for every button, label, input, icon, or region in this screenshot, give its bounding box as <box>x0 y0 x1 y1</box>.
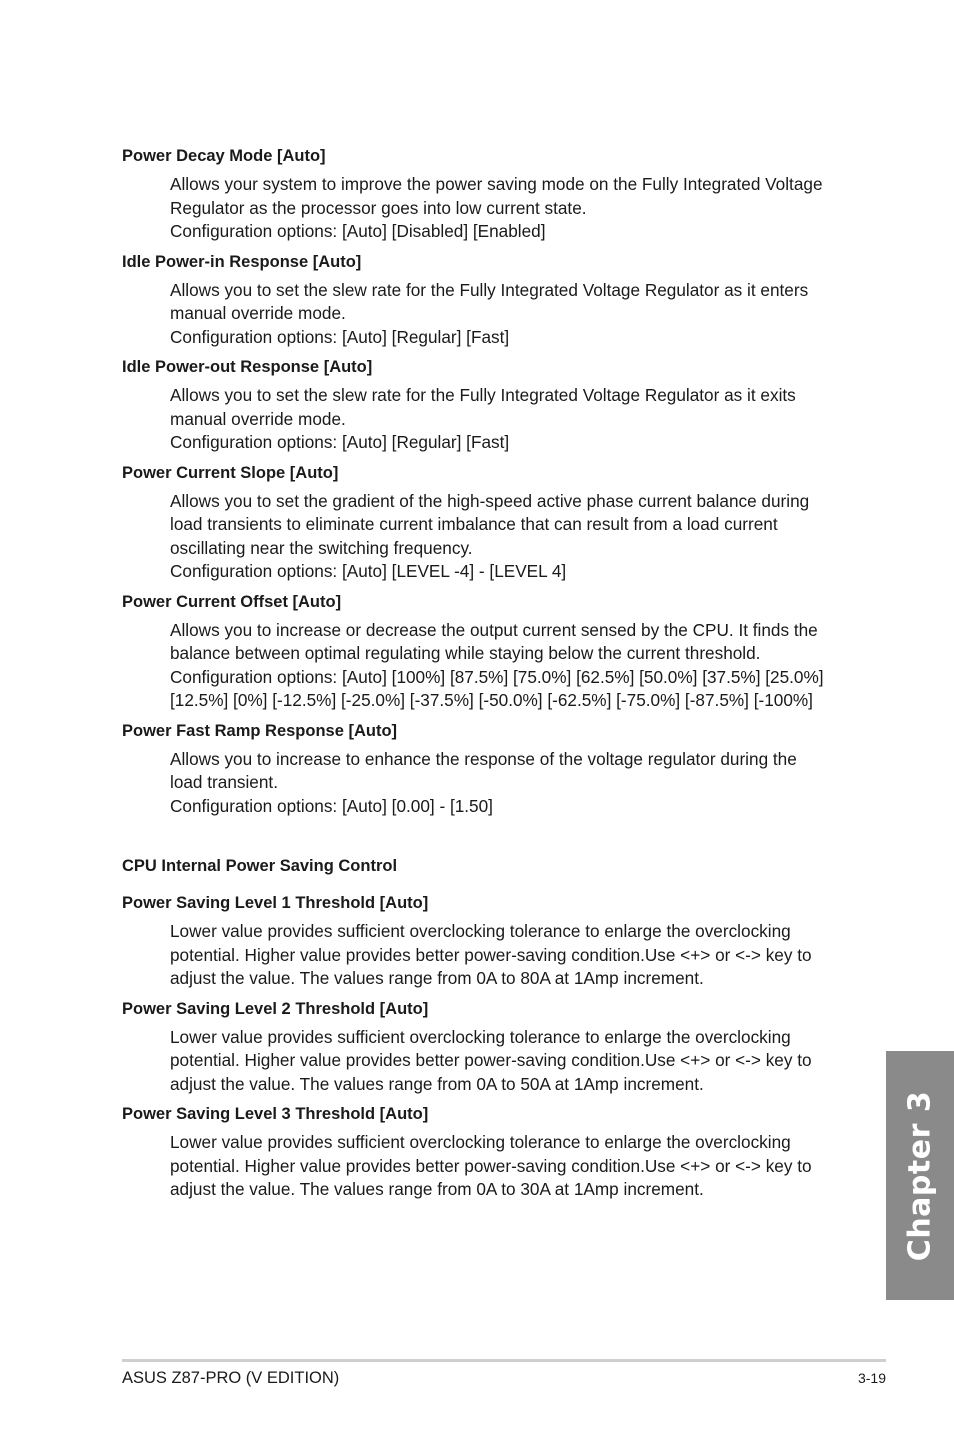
setting-item-idle-power-out-response <box>122 355 834 455</box>
setting-title: Power Fast Ramp Response [Auto] <box>122 721 398 740</box>
setting-options: Configuration options: [Auto] [0.00] - [1.50] <box>170 795 493 816</box>
footer-page-number: 3-19 <box>857 1370 886 1386</box>
setting-description: Lower value provides sufficient overclocking tolerance to enlarge the overclocking potential. Higher value provides better power-saving condition.Use <+> or <-> key to adjust the value. The values range from 0A to 80A at 1Amp increment. <box>170 921 812 988</box>
setting-title: Power Decay Mode [Auto] <box>122 147 326 165</box>
setting-description: Allows you to increase to enhance the response of the voltage regulator during the load transient. <box>170 748 797 792</box>
setting-body <box>170 490 834 584</box>
setting-options: Configuration options: [Auto] [100%] [87.5%] [75.0%] [62.5%] [50.0%] [37.5%] [25.0%] [12.5%] [0%] [-12.5%] [-25.0%] [-37.5%] [-50.0%] [-62.5%] [-75.0%] [-87.5%] [-100%] <box>170 666 824 710</box>
setting-title: Power Saving Level 2 Threshold [Auto] <box>122 999 429 1018</box>
setting-body <box>170 619 834 713</box>
setting-title: Idle Power-in Response [Auto] <box>122 252 362 271</box>
setting-title: Idle Power-out Response [Auto] <box>122 358 373 376</box>
setting-options: Configuration options: [Auto] [Disabled] [Enabled] <box>170 221 546 241</box>
setting-description: Allows you to set the gradient of the high-speed active phase current balance during load transients to eliminate current imbalance that can result from a load current oscillating near the switching frequency. <box>170 490 810 558</box>
manual-content <box>122 144 834 1208</box>
setting-item-power-decay-mode <box>122 144 834 244</box>
footer-divider <box>122 1359 886 1362</box>
section-heading: CPU Internal Power Saving Control <box>122 857 398 875</box>
setting-item-power-saving-level-3 <box>122 1102 834 1202</box>
setting-description: Lower value provides sufficient overclocking tolerance to enlarge the overclocking potential. Higher value provides better power-saving condition.Use <+> or <-> key to adjust the value. The values range from 0A to 50A at 1Amp increment. <box>170 1026 812 1094</box>
setting-title: Power Current Slope [Auto] <box>122 463 339 482</box>
setting-title: Power Saving Level 3 Threshold [Auto] <box>122 1105 429 1123</box>
setting-body <box>170 279 834 350</box>
setting-options: Configuration options: [Auto] [Regular] [Fast] <box>170 326 510 347</box>
setting-description: Allows you to set the slew rate for the Fully Integrated Voltage Regulator as it enters manual override mode. <box>170 279 809 323</box>
chapter-tab <box>886 1051 954 1300</box>
setting-description: Allows you to increase or decrease the output current sensed by the CPU. It finds the balance between optimal regulating while staying below the current threshold. <box>170 619 818 663</box>
setting-options: Configuration options: [Auto] [LEVEL -4] - [LEVEL 4] <box>170 561 567 581</box>
setting-item-power-fast-ramp-response <box>122 719 834 819</box>
setting-item-power-current-slope <box>122 461 834 584</box>
setting-options: Configuration options: [Auto] [Regular] [Fast] <box>170 432 510 452</box>
setting-body <box>170 1131 834 1202</box>
setting-title: Power Current Offset [Auto] <box>122 592 342 611</box>
setting-item-idle-power-in-response <box>122 250 834 350</box>
setting-body <box>170 1026 834 1097</box>
footer-product-name: ASUS Z87-PRO (V EDITION) <box>122 1369 340 1387</box>
section-spacer <box>122 824 834 854</box>
setting-description: Allows your system to improve the power saving mode on the Fully Integrated Voltage Regulator as the processor goes into low current state. <box>170 174 823 218</box>
setting-title: Power Saving Level 1 Threshold [Auto] <box>122 894 429 912</box>
setting-body <box>170 920 834 991</box>
setting-item-power-current-offset <box>122 590 834 713</box>
setting-body <box>170 173 834 244</box>
setting-description: Allows you to set the slew rate for the Fully Integrated Voltage Regulator as it exits manual override mode. <box>170 385 796 429</box>
setting-description: Lower value provides sufficient overclocking tolerance to enlarge the overclocking potential. Higher value provides better power-saving condition.Use <+> or <-> key to adjust the value. The values range from 0A to 30A at 1Amp increment. <box>170 1132 812 1199</box>
setting-item-power-saving-level-1 <box>122 891 834 991</box>
setting-item-power-saving-level-2 <box>122 997 834 1097</box>
setting-body <box>170 748 834 819</box>
setting-body <box>170 384 834 455</box>
chapter-label: Chapter 3 <box>902 1090 938 1261</box>
